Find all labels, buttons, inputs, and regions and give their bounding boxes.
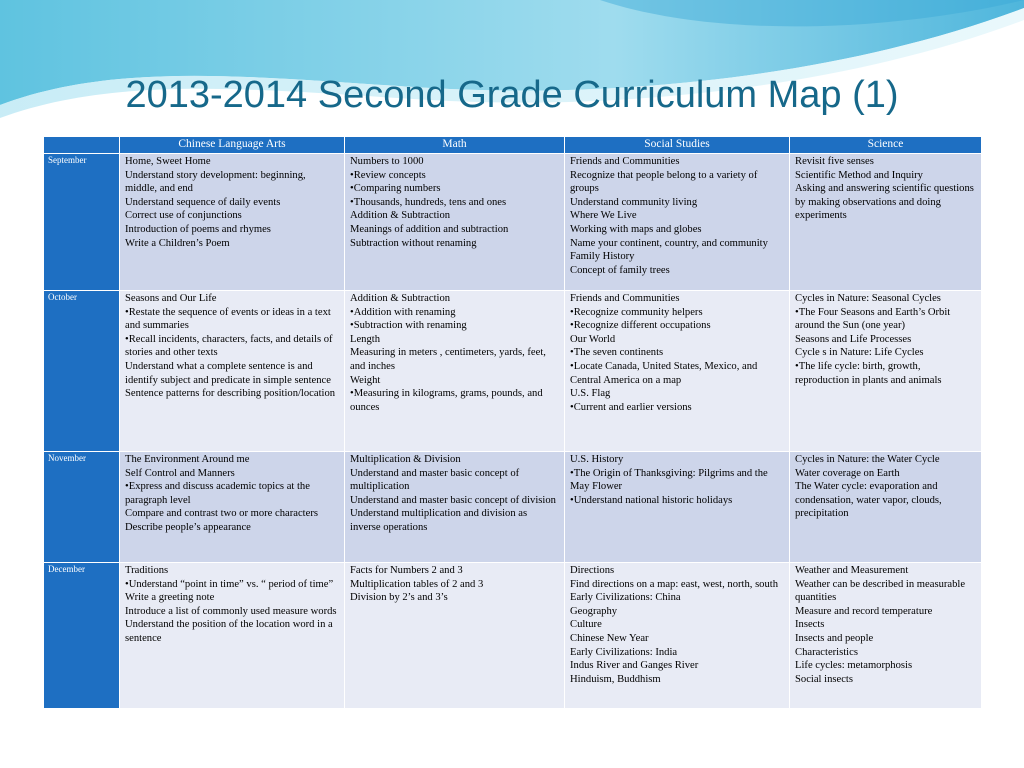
column-header-science: Science (790, 137, 982, 154)
row-header-month: December (44, 563, 120, 709)
cell-social-studies (565, 291, 790, 452)
text-line: Seasons and Life Processes (795, 333, 912, 345)
text-line: Indus River and Ganges River (570, 660, 699, 672)
cell-math (345, 154, 565, 291)
bullet-item: • Comparing numbers (350, 182, 559, 196)
text-line: Concept of family trees (570, 264, 670, 276)
bullet-item: • Restate the sequence of events or ideas in a text and summaries (125, 306, 339, 333)
text-line: Measuring in meters , centimeters, yards, feet, and inches (350, 347, 546, 372)
cell-chinese-language-arts (120, 452, 345, 563)
bullet-item: • Measuring in kilograms, grams, pounds, and ounces (350, 387, 559, 414)
text-line: Subtraction without renaming (350, 237, 477, 249)
bullet-item: • The Origin of Thanksgiving: Pilgrims and the May Flower (570, 467, 784, 494)
text-line: Understand story development: beginning, middle, and end (125, 169, 306, 195)
text-line: Chinese New Year (570, 632, 649, 644)
table-row-december (44, 563, 982, 709)
text-line: Recognize that people belong to a variety of groups (570, 169, 758, 195)
text-line: Asking and answering scientific questions by making observations and doing experiments (795, 183, 974, 222)
text-line: Working with maps and globes (570, 223, 702, 235)
text-line: Multiplication & Division (350, 454, 461, 465)
text-line: Weather and Measurement (795, 565, 909, 576)
text-line: Understand the position of the location word in a sentence (125, 619, 333, 644)
curriculum-table (43, 136, 982, 709)
text-line: Home, Sweet Home (125, 156, 211, 167)
text-line: Weather can be described in measurable quantities (795, 578, 966, 604)
text-line: Culture (570, 619, 602, 631)
text-line: Cycles in Nature: the Water Cycle (795, 454, 940, 465)
bullet-item: • Recognize different occupations (570, 319, 784, 333)
text-line: Insects and people (795, 632, 874, 644)
text-line: Cycles in Nature: Seasonal Cycles (795, 293, 941, 304)
cell-science (790, 154, 982, 291)
bullet-item: • Understand national historic holidays (570, 494, 784, 508)
text-line: Friends and Communities (570, 156, 680, 167)
cell-math (345, 452, 565, 563)
bullet-item: • Understand “point in time” vs. “ period of time” (125, 578, 339, 592)
text-line: Write a Children’s Poem (125, 237, 230, 249)
cell-social-studies (565, 563, 790, 709)
text-line: Traditions (125, 565, 169, 576)
text-line: Characteristics (795, 646, 858, 658)
text-line: Social insects (795, 673, 853, 685)
bullet-item: • Review concepts (350, 169, 559, 183)
table-row-september (44, 154, 982, 291)
text-line: Directions (570, 565, 615, 576)
cell-social-studies (565, 452, 790, 563)
text-line: Understand what a complete sentence is and identify subject and predicate in simple sentence (125, 360, 331, 386)
cell-social-studies (565, 154, 790, 291)
text-line: Length (350, 333, 381, 345)
cell-chinese-language-arts (120, 154, 345, 291)
bullet-item: • The life cycle: birth, growth, reproduction in plants and animals (795, 360, 976, 387)
bullet-item: • Current and earlier versions (570, 401, 784, 415)
text-line: Facts for Numbers 2 and 3 (350, 565, 463, 576)
text-line: Understand and master basic concept of multiplication (350, 467, 520, 493)
text-line: U.S. Flag (570, 388, 611, 400)
text-line: The Water cycle: evaporation and condensation, water vapor, clouds, precipitation (795, 481, 942, 520)
text-line: Hinduism, Buddhism (570, 673, 661, 685)
cell-science (790, 563, 982, 709)
text-line: Introduction of poems and rhymes (125, 223, 271, 235)
text-line: Where We Live (570, 210, 637, 222)
text-line: U.S. History (570, 454, 624, 465)
text-line: Understand and master basic concept of division (350, 494, 556, 506)
text-line: Addition & Subtraction (350, 210, 451, 222)
bullet-item: • The Four Seasons and Earth’s Orbit around the Sun (one year) (795, 306, 976, 333)
table-row-november (44, 452, 982, 563)
page-title: 2013-2014 Second Grade Curriculum Map (1) (125, 74, 899, 116)
text-line: Introduce a list of commonly used measure words (125, 605, 337, 617)
bullet-item: • Locate Canada, United States, Mexico, and Central America on a map (570, 360, 784, 387)
bullet-item: • Recall incidents, characters, facts, and details of stories and other texts (125, 333, 339, 360)
cell-math (345, 563, 565, 709)
text-line: Self Control and Manners (125, 467, 235, 479)
bullet-item: • Express and discuss academic topics at the paragraph level (125, 480, 339, 507)
text-line: Measure and record temperature (795, 605, 933, 617)
bullet-item: • Addition with renaming (350, 306, 559, 320)
text-line: Name your continent, country, and community (570, 237, 768, 249)
text-line: Cycle s in Nature: Life Cycles (795, 347, 924, 359)
text-line: Our World (570, 333, 616, 345)
table-row-october (44, 291, 982, 452)
text-line: Compare and contrast two or more characters (125, 508, 318, 520)
text-line: Multiplication tables of 2 and 3 (350, 578, 484, 590)
text-line: Understand multiplication and division as inverse operations (350, 508, 528, 533)
text-line: Early Civilizations: China (570, 592, 681, 604)
column-header-social-studies: Social Studies (565, 137, 790, 154)
text-line: Numbers to 1000 (350, 156, 424, 167)
text-line: Write a greeting note (125, 592, 215, 604)
bullet-item: • Subtraction with renaming (350, 319, 559, 333)
cell-math (345, 291, 565, 452)
text-line: Life cycles: metamorphosis (795, 660, 913, 672)
text-line: Division by 2’s and 3’s (350, 592, 448, 604)
row-header-month: October (44, 291, 120, 452)
text-line: Scientific Method and Inquiry (795, 169, 923, 181)
text-line: Understand sequence of daily events (125, 196, 281, 208)
row-header-month: November (44, 452, 120, 563)
text-line: Describe people’s appearance (125, 521, 251, 533)
text-line: Addition & Subtraction (350, 293, 451, 304)
text-line: The Environment Around me (125, 454, 250, 465)
text-line: Family History (570, 251, 635, 263)
text-line: Insects (795, 619, 825, 631)
text-line: Seasons and Our Life (125, 293, 217, 304)
column-header-chinese-language-arts: Chinese Language Arts (120, 137, 345, 154)
text-line: Correct use of conjunctions (125, 210, 242, 222)
cell-science (790, 291, 982, 452)
text-line: Revisit five senses (795, 156, 874, 167)
text-line: Water coverage on Earth (795, 467, 900, 479)
text-line: Friends and Communities (570, 293, 680, 304)
column-header-math: Math (345, 137, 565, 154)
corner-cell (44, 137, 120, 154)
header-row (44, 137, 982, 154)
text-line: Geography (570, 605, 618, 617)
text-line: Weight (350, 374, 381, 386)
cell-chinese-language-arts (120, 291, 345, 452)
cell-science (790, 452, 982, 563)
bullet-item: • Recognize community helpers (570, 306, 784, 320)
text-line: Early Civilizations: India (570, 646, 678, 658)
bullet-item: • Thousands, hundreds, tens and ones (350, 196, 559, 210)
bullet-item: • The seven continents (570, 346, 784, 360)
cell-chinese-language-arts (120, 563, 345, 709)
text-line: Understand community living (570, 196, 698, 208)
text-line: Find directions on a map: east, west, north, south (570, 578, 779, 590)
row-header-month: September (44, 154, 120, 291)
text-line: Sentence patterns for describing position/location (125, 388, 336, 400)
text-line: Meanings of addition and subtraction (350, 223, 509, 235)
